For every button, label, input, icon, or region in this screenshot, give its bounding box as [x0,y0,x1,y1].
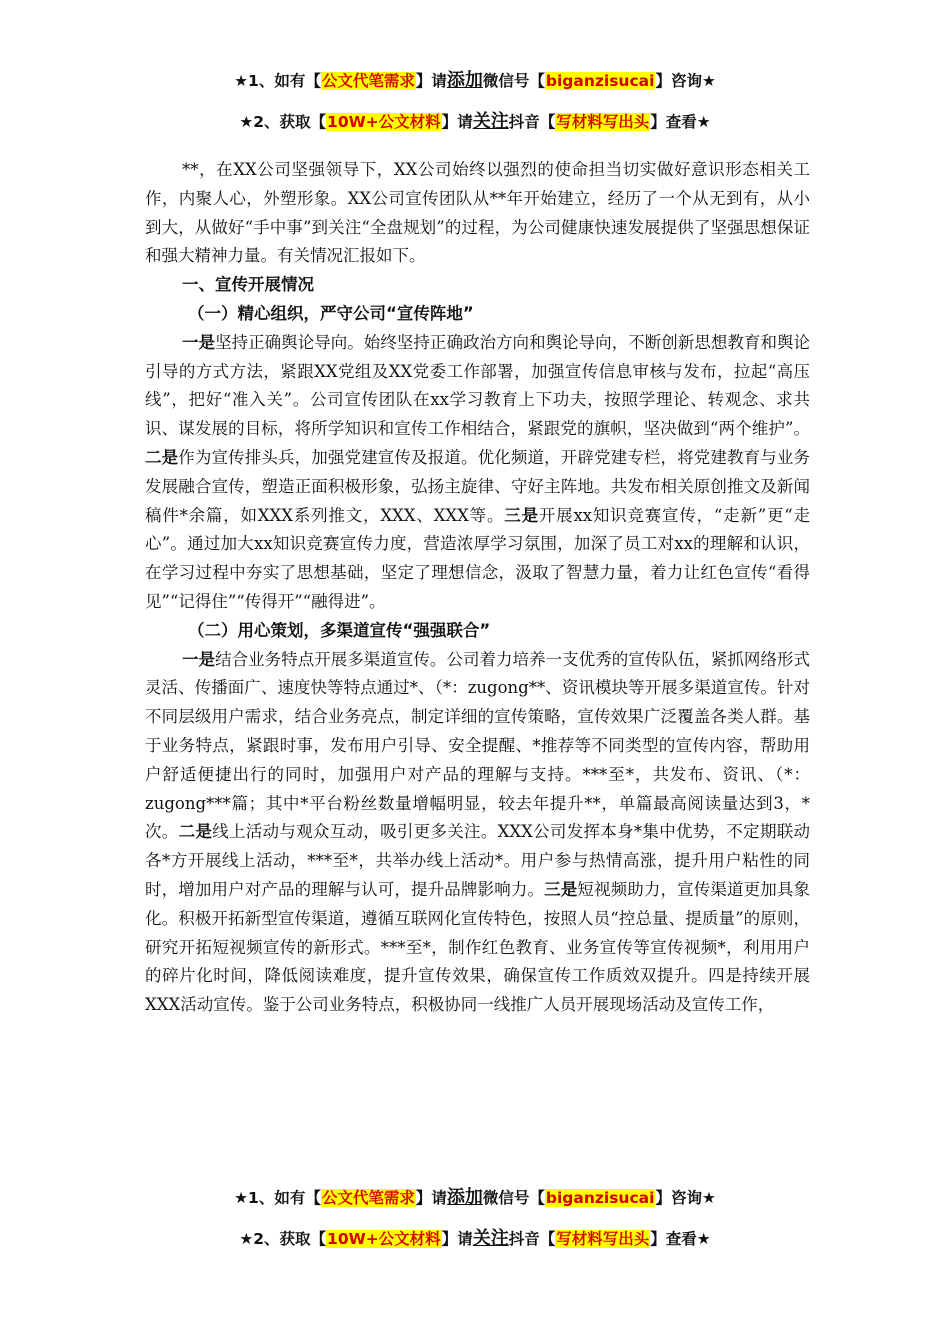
footer-banner-line-1 [0,1186,950,1210]
emphasis-follow: 关注 [472,1228,509,1249]
section-heading: 一、宣传开展情况 [182,275,314,295]
star-icon: ★ [696,1230,711,1248]
emphasis-follow: 关注 [472,111,509,132]
banner-text: 】请 [415,1189,447,1207]
highlight-materials: 10W+公文材料 [327,113,441,131]
star-icon: ★ [701,72,716,90]
star-icon: ★ [696,113,711,131]
star-icon: ★ [234,72,249,90]
banner-text: 微信号【 [482,1189,545,1207]
lead-marker: 一是 [182,332,216,352]
banner-text: 1、如有【 [248,72,321,90]
banner-text: 微信号【 [482,72,545,90]
highlight-ghostwriting: 公文代笔需求 [321,72,415,90]
highlight-douyin: 写材料写出头 [556,113,650,131]
banner-text: 】请 [441,1230,473,1248]
star-icon: ★ [239,113,254,131]
document-body [145,156,810,1020]
highlight-wechat-id: biganzisucai [545,72,655,90]
banner-text: 抖音【 [508,113,556,131]
lead-marker: 三是 [504,505,539,525]
paragraph-text: 短视频助力，宣传渠道更加具象化。积极开拓新型宣传渠道，遵循互联网化宣传特色，按照人员“控总量、提质量”的原则，研究开拓短视频宣传的新形式。***至*，制作红色教育、业务宣传等宣传视频*，利用用户的碎片化时间，降低阅读难度，提升宣传效果，确保宣传工作质效双提升。四是持续开展XXX活动宣传。鉴于公司业务特点，积极协同一线推广人员开展现场活动及宣传工作， [145,879,811,1015]
banner-text: 】请 [441,113,473,131]
banner-text: 1、如有【 [248,1189,321,1207]
highlight-ghostwriting: 公文代笔需求 [321,1189,415,1207]
highlight-materials: 10W+公文材料 [327,1230,441,1248]
footer-banner-line-2 [0,1227,950,1251]
lead-marker: 二是 [178,822,213,842]
paragraph-text: 开展xx知识竞赛宣传，“走新”更“走心”。通过加大xx知识竞赛宣传力度，营造浓厚学习氛围，加深了员工对xx的理解和认识，在学习过程中夯实了思想基础，坚定了理想信念，汲取了智慧力量，着力让红色宣传“看得见”“记得住”“传得开”“融得进”。 [145,505,811,611]
banner-text: 】请 [415,72,447,90]
lead-marker: 一是 [182,649,216,669]
emphasis-add: 添加 [446,70,483,91]
lead-marker: 三是 [544,879,578,899]
header-banner-line-1 [0,69,950,93]
banner-text: 】查看 [650,113,697,131]
banner-text: 】咨询 [655,1189,702,1207]
subsection-2-paragraph [145,646,810,1020]
banner-text: 抖音【 [508,1230,556,1248]
banner-text: 2、获取【 [253,113,327,131]
highlight-douyin: 写材料写出头 [556,1230,650,1248]
banner-text: 2、获取【 [253,1230,327,1248]
emphasis-add: 添加 [446,1187,483,1208]
intro-paragraph: **，在XX公司坚强领导下，XX公司始终以强烈的使命担当切实做好意识形态相关工作，内聚人心，外塑形象。XX公司宣传团队从**年开始建立，经历了一个从无到有，从小到大，从做好“手中事”到关注“全盘规划”的过程，为公司健康快速发展提供了坚强思想保证和强大精神力量。有关情况汇报如下。 [145,160,810,266]
star-icon: ★ [234,1189,249,1207]
star-icon: ★ [701,1189,716,1207]
highlight-wechat-id: biganzisucai [545,1189,655,1207]
banner-text: 】咨询 [655,72,702,90]
banner-text: 】查看 [650,1230,697,1248]
subsection-heading: （一）精心组织，严守公司“宣传阵地” [188,303,474,323]
lead-marker: 二是 [145,447,179,467]
star-icon: ★ [239,1230,254,1248]
paragraph-text: 线上活动与观众互动，吸引更多关注。XXX公司发挥本身*集中优势，不定期联动各*方开展线上活动，***至*，共举办线上活动*。用户参与热情高涨，提升用户粘性的同时，增加用户对产品的理解与认可，提升品牌影响力。 [145,822,811,899]
paragraph-text: 结合业务特点开展多渠道宣传。公司着力培养一支优秀的宣传队伍，紧抓网络形式灵活、传播面广、速度快等特点通过*、（*：zugong**、资讯模块等开展多渠道宣传。针对不同层级用户需求，结合业务亮点，制定详细的宣传策略，宣传效果广泛覆盖各类人群。基于业务特点，紧跟时事，发布用户引导、安全提醒、*推荐等不同类型的宣传内容，帮助用户舒适便捷出行的同时，加强用户对产品的理解与支持。***至*，共发布、资讯、（*：zugong***篇；其中*平台粉丝数量增幅明显，较去年提升**，单篇最高阅读量达到3，*次。 [145,649,811,842]
paragraph-text: 作为宣传排头兵，加强党建宣传及报道。优化频道，开辟党建专栏，将党建教育与业务发展融合宣传，塑造正面积极形象，弘扬主旋律、守好主阵地。共发布相关原创推文及新闻稿件*余篇，如XXX系列推文，XXX、XXX等。 [145,447,811,525]
paragraph-text: 坚持正确舆论导向。始终坚持正确政治方向和舆论导向，不断创新思想教育和舆论引导的方式方法，紧跟XX党组及XX党委工作部署，加强宣传信息审核与发布，拉起“高压线”，把好“准入关”。公司宣传团队在xx学习教育上下功夫，按照学理论、转观念、求共识、谋发展的目标，将所学知识和宣传工作相结合，紧跟党的旗帜，坚决做到“两个维护”。 [145,332,811,439]
header-banner-line-2 [0,110,950,134]
subsection-heading: （二）用心策划，多渠道宣传“强强联合” [188,620,491,640]
subsection-1-paragraph [145,329,810,617]
